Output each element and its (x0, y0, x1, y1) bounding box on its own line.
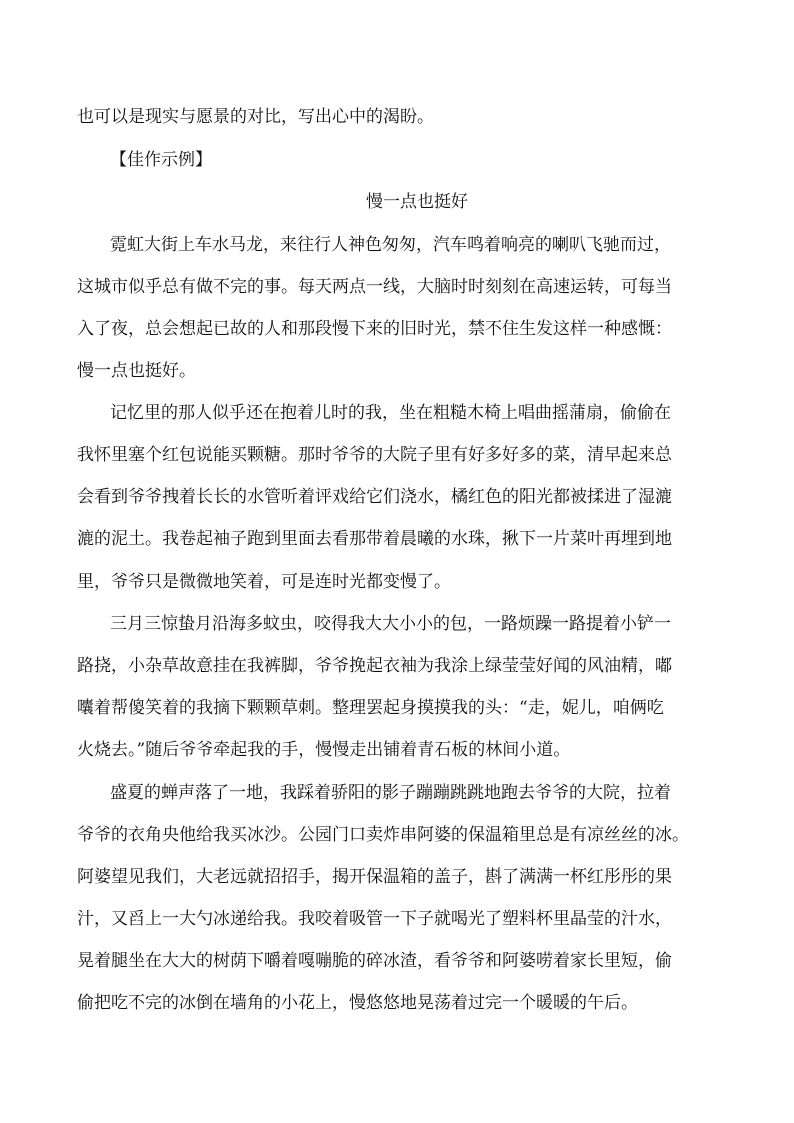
paragraph-line: 火烧去。”随后爷爷牵起我的手，慢慢走出铺着青石板的林间小道。 (77, 740, 571, 760)
paragraph-line: 爷爷的衣角央他给我买冰沙。公园门口卖炸串阿婆的保温箱里总是有凉丝丝的冰。 (77, 825, 689, 845)
paragraph-line: 汁，又舀上一大勺冰递给我。我咬着吸管一下子就喝光了塑料杯里晶莹的汁水， (77, 909, 672, 929)
paragraph-line: 入了夜，总会想起已故的人和那段慢下来的旧时光，禁不住生发这样一种感慨： (77, 319, 672, 339)
paragraph-line: 里，爷爷只是微微地笑着，可是连时光都变慢了。 (77, 572, 451, 592)
paragraph-line: 会看到爷爷拽着长长的水管听着评戏给它们浇水，橘红色的阳光都被揉进了湿漉 (77, 487, 672, 507)
essay-title: 慢一点也挺好 (366, 192, 468, 212)
section-label: 【佳作示例】 (110, 150, 212, 170)
paragraph-line: 偷把吃不完的冰倒在墙角的小花上，慢悠悠地晃荡着过完一个暖暖的午后。 (77, 993, 638, 1013)
paragraph-line: 晃着腿坐在大大的树荫下嚼着嘎嘣脆的碎冰渣，看爷爷和阿婆唠着家长里短，偷 (77, 951, 672, 971)
paragraph-line: 三月三惊蛰月沿海多蚊虫，咬得我大大小小的包，一路烦躁一路提着小铲一 (110, 614, 671, 634)
paragraph-line: 记忆里的那人似乎还在抱着儿时的我，坐在粗糙木椅上唱曲摇蒲扇，偷偷在 (110, 403, 671, 423)
paragraph-line: 囔着帮傻笑着的我摘下颗颗草刺。整理罢起身摸摸我的头：“走，妮儿，咱俩吃 (77, 698, 664, 718)
intro-line: 也可以是现实与愿景的对比，写出心中的渴盼。 (77, 107, 434, 127)
paragraph-line: 路挠，小杂草故意挂在我裤脚，爷爷挽起衣袖为我涂上绿莹莹好闻的风油精，嘟 (77, 656, 672, 676)
paragraph-line: 漉的泥土。我卷起袖子跑到里面去看那带着晨曦的水珠，揪下一片菜叶再埋到地 (77, 529, 672, 549)
paragraph-line: 这城市似乎总有做不完的事。每天两点一线，大脑时时刻刻在高速运转，可每当 (77, 277, 672, 297)
paragraph-line: 盛夏的蝉声落了一地，我踩着骄阳的影子蹦蹦跳跳地跑去爷爷的大院，拉着 (110, 783, 671, 803)
paragraph-line: 慢一点也挺好。 (77, 361, 196, 381)
paragraph-line: 霓虹大街上车水马龙，来往行人神色匆匆，汽车鸣着响亮的喇叭飞驰而过， (110, 235, 671, 255)
paragraph-line: 阿婆望见我们，大老远就招招手，揭开保温箱的盖子，斟了满满一杯红彤彤的果 (77, 867, 672, 887)
paragraph-line: 我怀里塞个红包说能买颗糖。那时爷爷的大院子里有好多好多的菜，清早起来总 (77, 445, 672, 465)
